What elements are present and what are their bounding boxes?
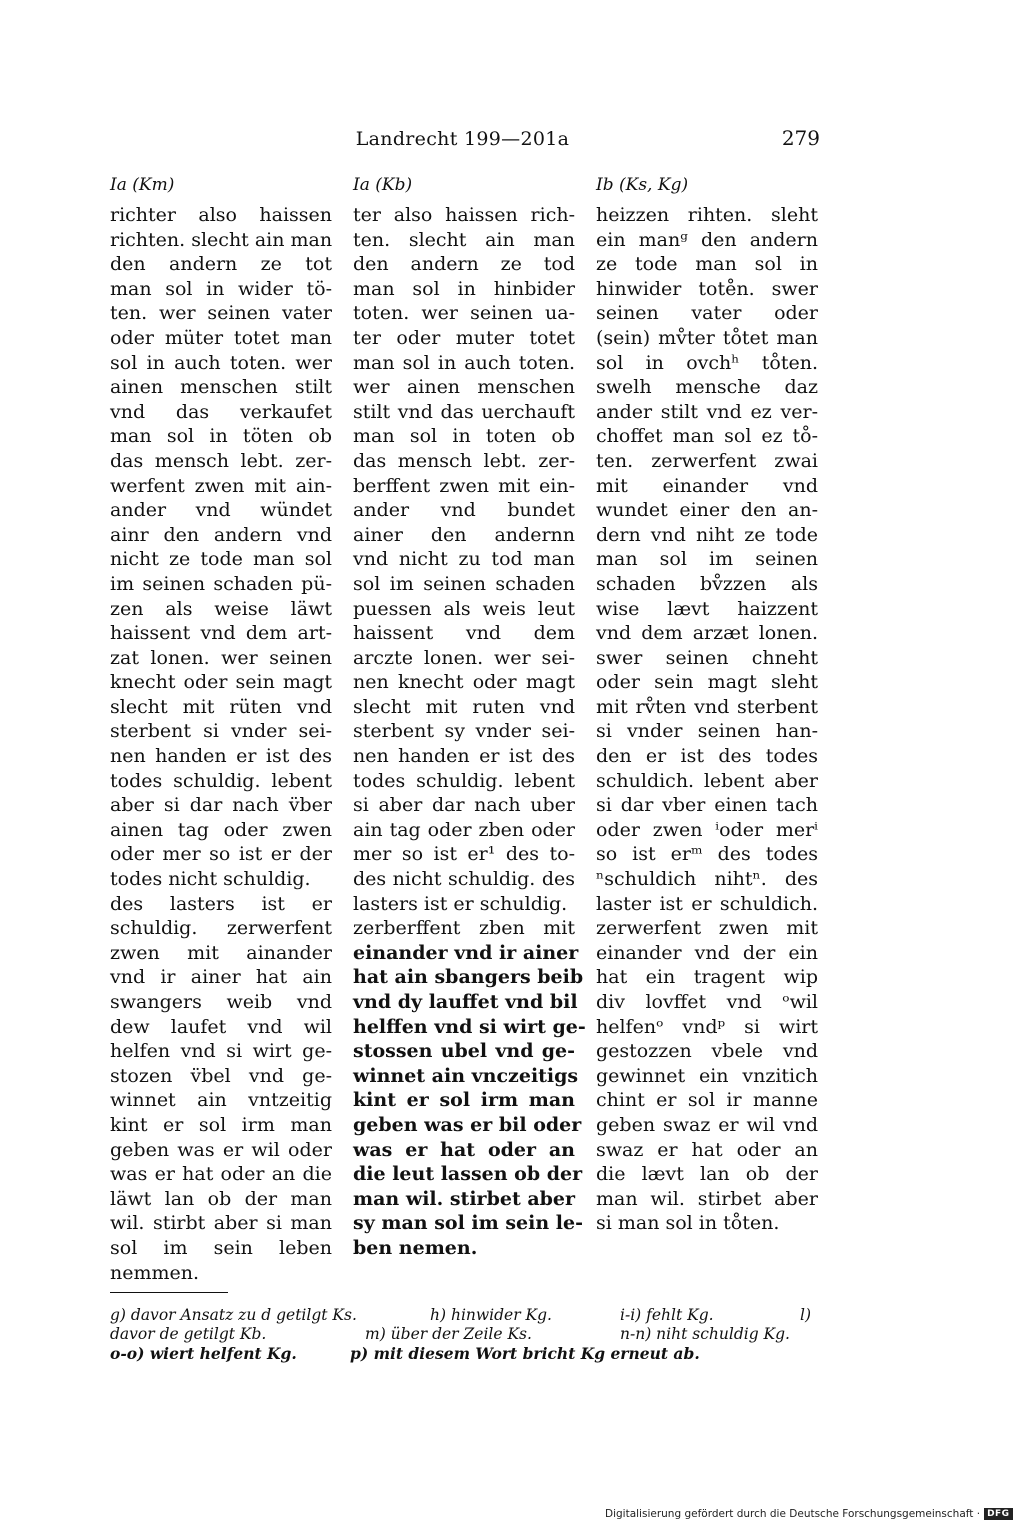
text-line: man wil. stirbet aber: [353, 1187, 576, 1210]
text-line: si dar vber einen tach: [596, 794, 818, 817]
text-line: ander stilt vnd ez ver-: [596, 400, 818, 423]
text-line: ter also haissen rich-: [353, 204, 575, 226]
text-column-ks-kg: [596, 203, 818, 1236]
text-line: haissent vnd dem art-: [110, 622, 332, 645]
text-column-km: [110, 203, 332, 1285]
text-line: kint er sol irm man: [110, 1113, 332, 1136]
text-line: man wil. stirbet aber: [596, 1187, 818, 1210]
text-line: puessen als weis leut: [353, 597, 575, 620]
text-line: das mensch lebt. zer-: [110, 449, 332, 472]
footnote-l: l): [800, 1306, 812, 1324]
text-line: ter oder muter totet: [353, 326, 575, 349]
text-line: aber si dar nach v̈ber: [110, 794, 332, 817]
text-line: geben was er wil oder: [110, 1138, 332, 1161]
text-line: hat ain sbangers beib: [353, 966, 584, 989]
text-line: einander vnd der ein: [596, 941, 818, 964]
text-line: zat lonen. wer seinen: [110, 646, 332, 669]
text-line: sy man sol im sein le-: [353, 1212, 583, 1235]
text-line: ten. zerwerfent zwai: [596, 449, 818, 472]
text-line: arczte lonen. wer sei-: [353, 646, 575, 669]
text-line: mit rv̊ten vnd sterbent: [596, 695, 818, 718]
text-line: seinen vater oder: [596, 302, 818, 325]
footnote-g: g) davor Ansatz zu d getilgt Ks.: [110, 1306, 357, 1324]
text-line: (sein) mv̊ter to̊tet man: [596, 326, 818, 349]
text-line: gewinnet ein vnzitich: [596, 1064, 818, 1087]
text-line: knecht oder sein magt: [110, 671, 332, 694]
text-line: todes nicht schuldig.: [110, 868, 311, 891]
text-line: man sol in töten ob: [110, 425, 332, 448]
footer-credit: Digitalisierung gefördert durch die Deutsche Forschungsgemeinschaft ·: [605, 1508, 981, 1520]
text-line: werfent zwen mit ain-: [110, 474, 332, 497]
text-line: slecht mit rüten vnd: [110, 695, 332, 718]
text-line: chint er sol ir manne: [596, 1089, 818, 1112]
text-line: die lævt lan ob der: [596, 1163, 818, 1186]
text-line: oder zwen ⁱoder merⁱ: [596, 818, 818, 841]
text-line: haissent vnd dem: [353, 622, 575, 645]
column-sigle-km: Ia (Km): [110, 175, 175, 195]
text-line: dern vnd niht ze tode: [596, 523, 818, 546]
text-line: laster ist er schuldich.: [596, 892, 818, 915]
text-line: vnd dem arzæt lonen.: [596, 622, 818, 645]
text-line: ainer den andernn: [353, 523, 575, 546]
text-line: man sol in toten ob: [353, 425, 575, 448]
text-line: stossen ubel vnd ge-: [353, 1040, 575, 1063]
text-line: helffen vnd si wirt ge-: [353, 1015, 586, 1038]
text-line: hinwider tote̊n. swer: [596, 277, 818, 300]
text-line: nemmen.: [110, 1261, 200, 1284]
page-number: 279: [781, 126, 820, 150]
text-line: sol in ovchʰ to̊ten.: [596, 351, 818, 374]
text-line: kint er sol irm man: [353, 1089, 575, 1112]
footnote-m: m) über der Zeile Ks.: [365, 1325, 532, 1343]
text-line: man sol in wider tö-: [110, 277, 332, 300]
text-line: oder mer so ist er der: [110, 843, 332, 866]
text-line: sterbent sy vnder sei-: [353, 720, 575, 743]
text-line: helfenᵒ vndᵖ si wirt: [596, 1015, 818, 1038]
text-line: ten. slecht ain man: [353, 228, 575, 251]
text-line: den er ist des todes: [596, 745, 818, 768]
text-line: berffent zwen mit ein-: [353, 474, 575, 497]
text-line: ze tode man sol in: [596, 253, 818, 276]
text-line: swangers weib vnd: [110, 991, 332, 1013]
text-line: sterbent si vnder sei-: [110, 720, 332, 743]
text-line: ander vnd wündet: [110, 499, 332, 522]
text-line: toten. wer seinen ua-: [353, 302, 575, 325]
text-line: swelh mensche daz: [596, 376, 818, 399]
text-line: nen handen er ist des: [110, 745, 332, 768]
text-line: dew laufet vnd wil: [110, 1015, 332, 1038]
text-line: ten. wer seinen vater: [110, 302, 332, 325]
text-line: ander vnd bundet: [353, 499, 575, 522]
text-line: geben swaz er wil vnd: [596, 1113, 818, 1136]
footnote-p: p) mit diesem Wort bricht Kg erneut ab.: [350, 1344, 700, 1363]
text-line: helfen vnd si wirt ge-: [110, 1040, 332, 1063]
text-line: sol im sein leben: [110, 1236, 332, 1259]
text-column-kb: [353, 203, 586, 1261]
column-sigle-ks-kg: Ib (Ks, Kg): [596, 175, 689, 195]
text-line: schuldig. zerwerfent: [110, 917, 332, 940]
text-line: was er hat oder an: [353, 1138, 575, 1161]
text-line: man sol in hinbider: [353, 277, 575, 300]
footnote-h: h) hinwider Kg.: [430, 1306, 552, 1324]
text-line: wise lævt haizzent: [596, 597, 818, 620]
text-line: zwen mit ainander: [110, 941, 332, 964]
text-line: zerberffent zben mit: [353, 917, 575, 940]
text-line: swer seinen chneht: [596, 646, 818, 669]
text-line: ben nemen.: [353, 1236, 478, 1259]
text-line: si man sol in to̊ten.: [596, 1212, 780, 1235]
text-line: gestozzen vbele vnd: [596, 1040, 818, 1063]
footnote-rule: [110, 1292, 228, 1293]
text-line: den andern ze tod: [353, 253, 575, 276]
text-line: div lovffet vnd ᵒwil: [596, 991, 818, 1013]
running-head: Landrecht 199—201a: [355, 128, 570, 150]
text-line: sol in auch toten. wer: [110, 351, 332, 374]
text-line: nen handen er ist des: [353, 745, 575, 768]
text-line: vnd nicht zu tod man: [353, 548, 575, 571]
text-line: si vnder seinen han-: [596, 720, 818, 743]
text-line: nicht ze tode man sol: [110, 548, 332, 571]
text-line: ein manᵍ den andern: [596, 228, 818, 251]
text-line: die leut lassen ob der: [353, 1163, 583, 1186]
text-line: vnd dy lauffet vnd bil: [353, 991, 578, 1013]
text-line: choffet man sol ez to̊-: [596, 425, 818, 448]
text-line: schaden bv̊zzen als: [596, 572, 818, 595]
text-line: todes schuldig. lebent: [110, 769, 332, 792]
text-line: lasters ist er schuldig.: [353, 892, 568, 915]
text-line: richter also haissen: [110, 204, 332, 226]
footnote-n: n-n) niht schuldig Kg.: [620, 1325, 790, 1343]
text-line: vnd ir ainer hat ain: [110, 966, 332, 989]
dfg-logo: DFG: [984, 1508, 1013, 1520]
text-line: sol im seinen schaden: [353, 572, 575, 595]
text-line: slecht mit ruten vnd: [353, 695, 575, 718]
text-line: stozen v̈bel vnd ge-: [110, 1064, 332, 1087]
text-line: wer ainen menschen: [353, 376, 575, 399]
text-line: des nicht schuldig. des: [353, 868, 575, 891]
text-line: oder sein magt sleht: [596, 671, 818, 694]
text-line: mer so ist er¹ des to-: [353, 843, 575, 866]
text-line: des lasters ist er: [110, 892, 332, 915]
footnote-line: [110, 1344, 820, 1363]
column-sigle-kb: Ia (Kb): [353, 175, 413, 195]
text-line: ainen tag oder zwen: [110, 818, 332, 841]
text-line: so ist erᵐ des todes: [596, 843, 818, 866]
text-line: stilt vnd das uerchauft: [353, 400, 575, 423]
footnote-i: i-i) fehlt Kg.: [620, 1306, 714, 1324]
text-line: wil. stirbt aber si man: [110, 1212, 332, 1235]
text-line: den andern ze tot: [110, 253, 332, 276]
text-line: einander vnd ir ainer: [353, 941, 579, 964]
text-line: richten. slecht ain man: [110, 228, 333, 251]
text-line: todes schuldig. lebent: [353, 769, 575, 792]
text-line: mit einander vnd: [596, 474, 818, 497]
text-line: oder müter totet man: [110, 326, 332, 349]
text-line: das mensch lebt. zer-: [353, 449, 575, 472]
text-line: winnet ain vnczeitigs: [353, 1064, 579, 1087]
text-line: nen knecht oder magt: [353, 671, 575, 694]
text-line: ain tag oder zben oder: [353, 818, 575, 841]
text-line: heizzen rihten. sleht: [596, 204, 818, 226]
text-line: vnd das verkaufet: [110, 400, 332, 423]
text-line: man sol in auch toten.: [353, 351, 575, 374]
text-line: man sol im seinen: [596, 548, 818, 571]
text-line: geben was er bil oder: [353, 1113, 582, 1136]
footnote-line: [110, 1306, 820, 1325]
text-line: im seinen schaden pü-: [110, 572, 332, 595]
text-line: zerwerfent zwen mit: [596, 917, 818, 940]
digitization-footer: [605, 1508, 1013, 1520]
text-line: was er hat oder an die: [110, 1163, 332, 1186]
text-line: hat ein tragent wip: [596, 966, 818, 989]
footnote-line: [110, 1325, 820, 1344]
text-line: schuldich. lebent aber: [596, 769, 818, 792]
footnote-l-cont: davor de getilgt Kb.: [110, 1325, 267, 1343]
text-line: läwt lan ob der man: [110, 1187, 332, 1210]
footnote-o: o-o) wiert helfent Kg.: [110, 1344, 297, 1363]
text-line: ainen menschen stilt: [110, 376, 332, 399]
text-line: si aber dar nach uber: [353, 794, 575, 817]
footnotes: [110, 1306, 820, 1363]
text-line: ⁿschuldich nihtⁿ. des: [596, 868, 818, 891]
text-line: winnet ain vntzeitig: [110, 1089, 332, 1112]
text-line: swaz er hat oder an: [596, 1138, 818, 1161]
text-line: zen als weise läwt: [110, 597, 332, 620]
text-line: ainr den andern vnd: [110, 523, 332, 546]
text-line: wundet einer den an-: [596, 499, 818, 522]
